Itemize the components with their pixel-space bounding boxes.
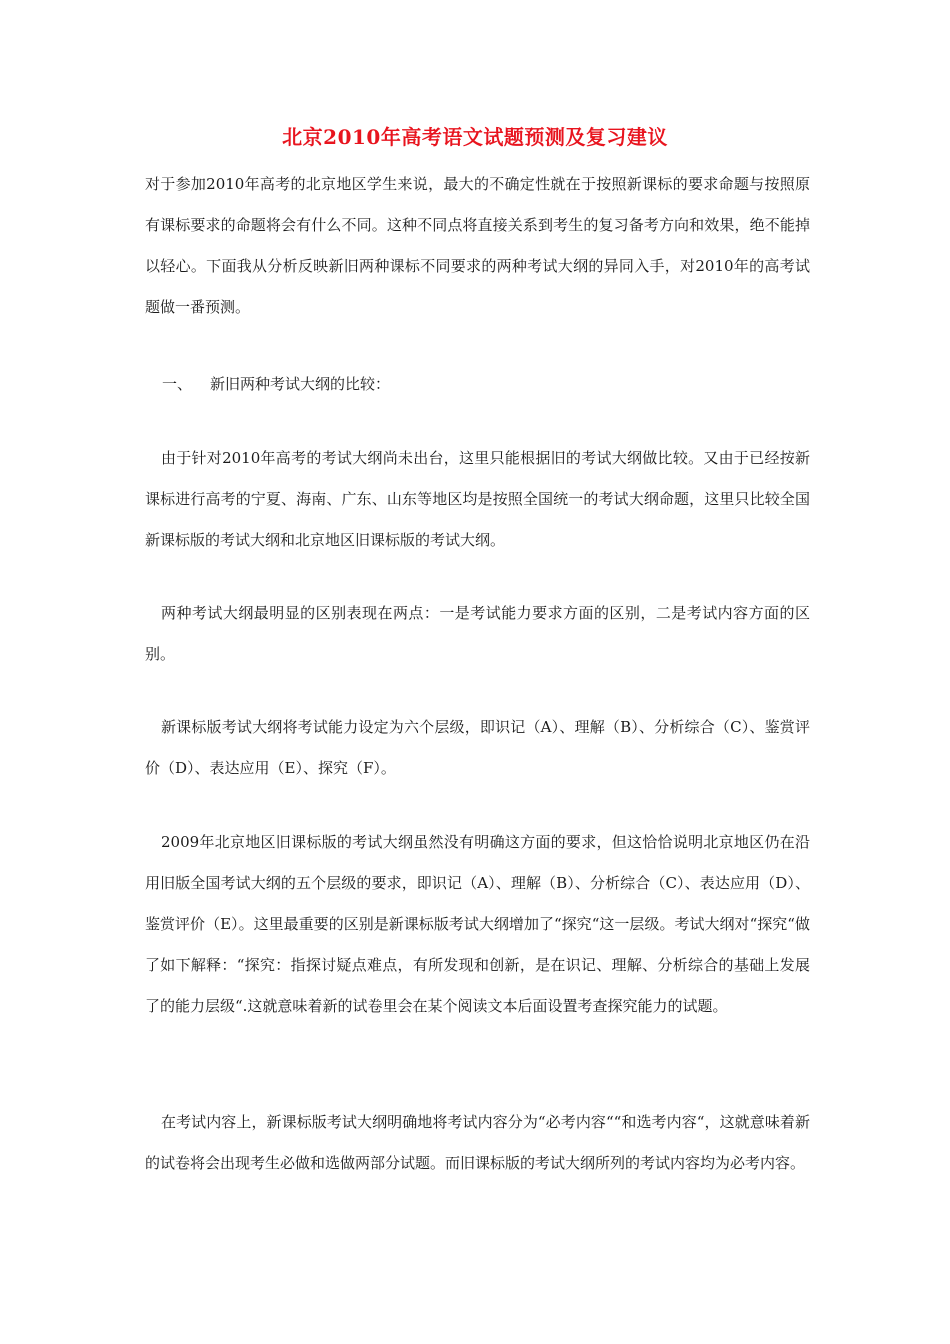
section-heading-text: 新旧两种考试大纲的比较： [210, 375, 391, 393]
paragraph-text: 两种考试大纲最明显的区别表现在两点：一是考试能力要求方面的区别，二是考试内容方面的区别。 [145, 604, 810, 663]
paragraph-text: 在考试内容上，新课标版考试大纲明确地将考试内容分为“必考内容““和选考内容“，这就意味着新的试卷将会出现考生必做和选做两部分试题。而旧课标版的考试大纲所列的考试内容均为必考内容。 [145, 1113, 810, 1172]
document-title: 北京2010年高考语文试题预测及复习建议 [282, 125, 668, 149]
body-paragraph-2 [145, 593, 810, 675]
body-paragraph-5 [145, 1102, 810, 1184]
body-paragraph-4 [145, 822, 810, 1027]
intro-paragraph [145, 164, 810, 328]
paragraph-text: 2009年北京地区旧课标版的考试大纲虽然没有明确这方面的要求，但这恰恰说明北京地区仍在沿用旧版全国考试大纲的五个层级的要求，即识记（A）、理解（B）、分析综合（C）、表达应用（D）、鉴赏评价（E）。这里最重要的区别是新课标版考试大纲增加了“探究“这一层级。考试大纲对“探究“做了如下解释：“探究：指探讨疑点难点，有所发现和创新，是在识记、理解、分析综合的基础上发展了的能力层级“.这就意味着新的试卷里会在某个阅读文本后面设置考查探究能力的试题。 [145, 833, 810, 1015]
section-heading-1 [162, 364, 390, 405]
body-paragraph-3 [145, 707, 810, 789]
section-number: 一、 [162, 375, 193, 393]
paragraph-text: 新课标版考试大纲将考试能力设定为六个层级，即识记（A）、理解（B）、分析综合（C）、鉴赏评价（D）、表达应用（E）、探究（F）。 [145, 718, 810, 777]
body-paragraph-1 [145, 438, 810, 561]
paragraph-text: 由于针对2010年高考的考试大纲尚未出台，这里只能根据旧的考试大纲做比较。又由于已经按新课标进行高考的宁夏、海南、广东、山东等地区均是按照全国统一的考试大纲命题，这里只比较全国新课标版的考试大纲和北京地区旧课标版的考试大纲。 [145, 449, 810, 549]
intro-text: 对于参加2010年高考的北京地区学生来说，最大的不确定性就在于按照新课标的要求命题与按照原有课标要求的命题将会有什么不同。这种不同点将直接关系到考生的复习备考方向和效果，绝不能掉以轻心。下面我从分析反映新旧两种课标不同要求的两种考试大纲的异同入手，对2010年的高考试题做一番预测。 [145, 175, 810, 316]
